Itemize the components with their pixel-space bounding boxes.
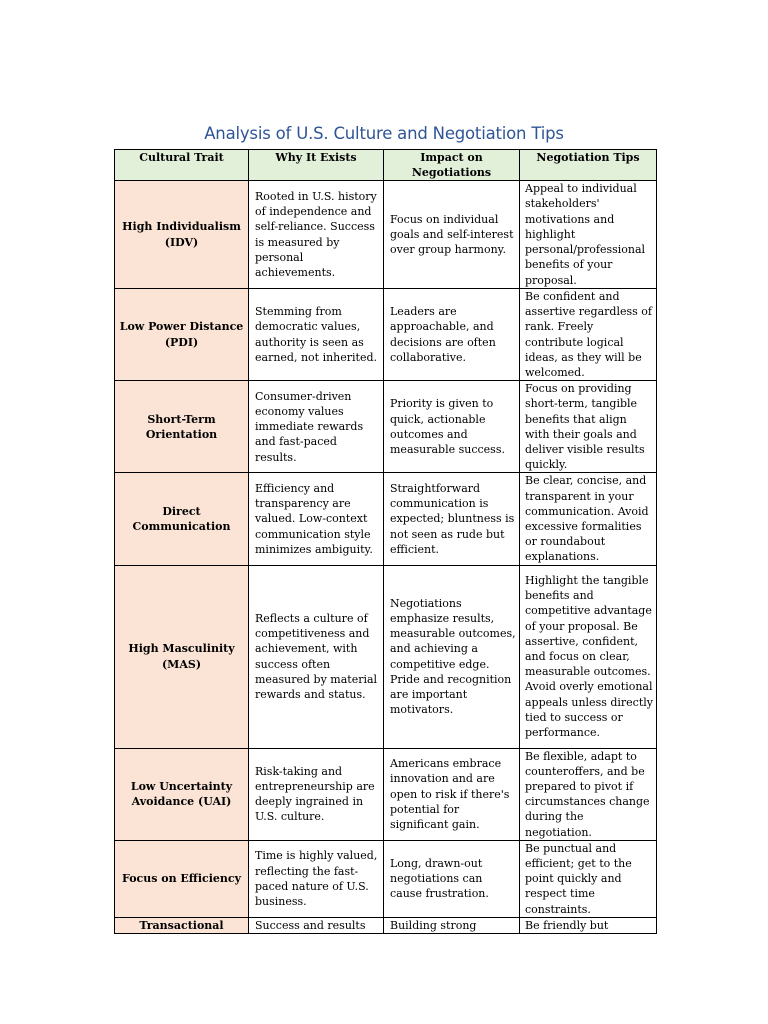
trait-cell: High Individualism (IDV) — [115, 181, 249, 289]
impact-cell: Building strong — [384, 917, 520, 933]
impact-cell: Straightforward communication is expected; bluntness is not seen as rude but efficient. — [384, 473, 520, 565]
trait-cell: Short-Term Orientation — [115, 381, 249, 473]
table-row — [115, 840, 657, 917]
culture-analysis-table — [114, 149, 657, 934]
table-header-row — [115, 150, 657, 181]
tips-cell: Be confident and assertive regardless of rank. Freely contribute logical ideas, as they will be welcomed. — [520, 289, 657, 381]
trait-cell: High Masculinity (MAS) — [115, 565, 249, 748]
impact-cell: Leaders are approachable, and decisions are often collaborative. — [384, 289, 520, 381]
column-header-cultural-trait: Cultural Trait — [115, 150, 249, 181]
tips-cell: Be flexible, adapt to counteroffers, and be prepared to pivot if circumstances change during the negotiation. — [520, 748, 657, 840]
table-row — [115, 181, 657, 289]
trait-cell: Focus on Efficiency — [115, 840, 249, 917]
tips-cell: Focus on providing short-term, tangible benefits that align with their goals and deliver visible results quickly. — [520, 381, 657, 473]
tips-cell: Be clear, concise, and transparent in your communication. Avoid excessive formalities or roundabout explanations. — [520, 473, 657, 565]
why-cell: Efficiency and transparency are valued. Low-context communication style minimizes ambiguity. — [249, 473, 384, 565]
column-header-why-it-exists: Why It Exists — [249, 150, 384, 181]
impact-cell: Long, drawn-out negotiations can cause frustration. — [384, 840, 520, 917]
why-cell: Time is highly valued, reflecting the fast-paced nature of U.S. business. — [249, 840, 384, 917]
table-row — [115, 748, 657, 840]
why-cell: Consumer-driven economy values immediate rewards and fast-paced results. — [249, 381, 384, 473]
why-cell: Reflects a culture of competitiveness and achievement, with success often measured by material rewards and status. — [249, 565, 384, 748]
why-cell: Rooted in U.S. history of independence and self-reliance. Success is measured by personal achievements. — [249, 181, 384, 289]
impact-cell: Focus on individual goals and self-interest over group harmony. — [384, 181, 520, 289]
impact-cell: Negotiations emphasize results, measurable outcomes, and achieving a competitive edge. Pride and recognition are important motivators. — [384, 565, 520, 748]
impact-cell: Priority is given to quick, actionable outcomes and measurable success. — [384, 381, 520, 473]
table-row — [115, 473, 657, 565]
document-title: Analysis of U.S. Culture and Negotiation Tips — [204, 124, 564, 143]
table-row — [115, 381, 657, 473]
trait-cell: Direct Communication — [115, 473, 249, 565]
tips-cell: Be friendly but — [520, 917, 657, 933]
column-header-negotiation-tips: Negotiation Tips — [520, 150, 657, 181]
tips-cell: Highlight the tangible benefits and competitive advantage of your proposal. Be assertive, confident, and focus on clear, measurable outcomes. Avoid overly emotional appeals unless directly tied to success or performance. — [520, 565, 657, 748]
table-row — [115, 917, 657, 933]
trait-cell: Low Power Distance (PDI) — [115, 289, 249, 381]
table-row — [115, 289, 657, 381]
why-cell: Stemming from democratic values, authority is seen as earned, not inherited. — [249, 289, 384, 381]
why-cell: Risk-taking and entrepreneurship are deeply ingrained in U.S. culture. — [249, 748, 384, 840]
table-row — [115, 565, 657, 748]
tips-cell: Be punctual and efficient; get to the point quickly and respect time constraints. — [520, 840, 657, 917]
impact-cell: Americans embrace innovation and are open to risk if there's potential for significant gain. — [384, 748, 520, 840]
tips-cell: Appeal to individual stakeholders' motivations and highlight personal/professional benefits of your proposal. — [520, 181, 657, 289]
trait-cell: Low Uncertainty Avoidance (UAI) — [115, 748, 249, 840]
column-header-impact: Impact on Negotiations — [384, 150, 520, 181]
trait-cell: Transactional — [115, 917, 249, 933]
why-cell: Success and results — [249, 917, 384, 933]
